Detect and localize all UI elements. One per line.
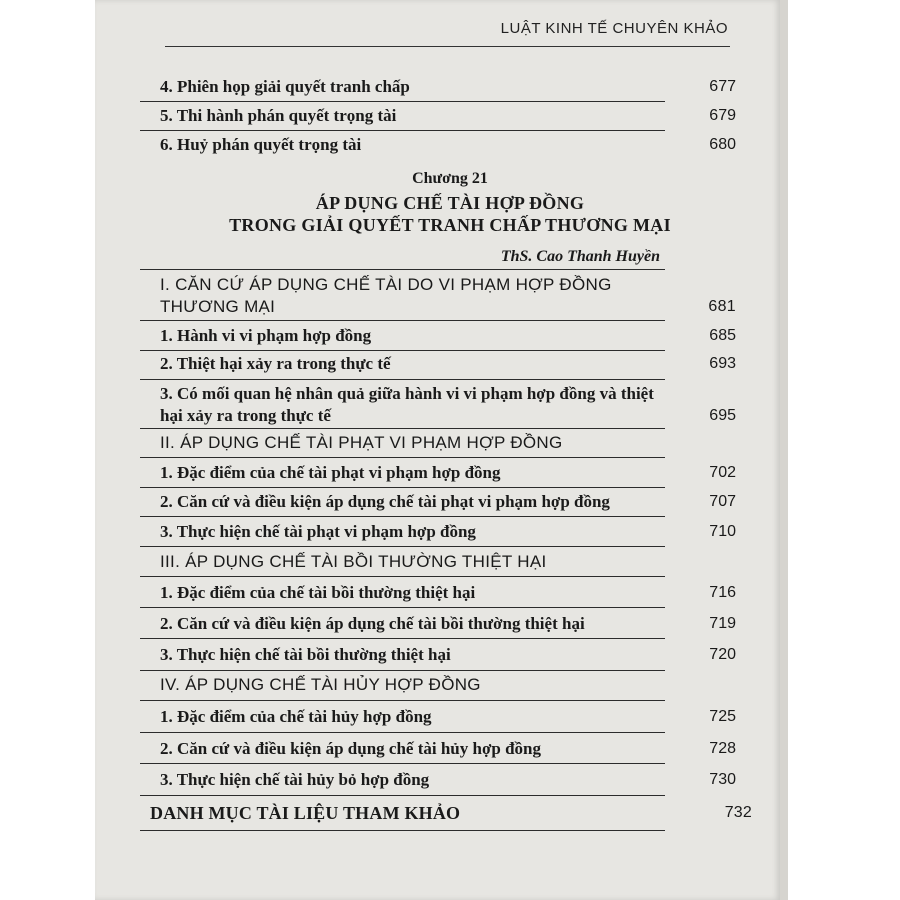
toc-entry-page: 693 (709, 355, 736, 372)
toc-entry-title: 3. Thực hiện chế tài bồi thường thiệt hại (160, 645, 451, 664)
toc-entry-title: 1. Đặc điểm của chế tài hủy hợp đồng (160, 707, 432, 726)
bibliography-title: DANH MỤC TÀI LIỆU THAM KHẢO (150, 803, 461, 823)
section-title: II. ÁP DỤNG CHẾ TÀI PHẠT VI PHẠM HỢP ĐỒNG (160, 433, 563, 452)
toc-entry (160, 613, 736, 635)
row-rule (140, 795, 665, 796)
toc-entry-page: 728 (709, 740, 736, 757)
row-rule (140, 269, 665, 270)
toc-entry-page: 716 (709, 584, 736, 601)
toc-entry (160, 582, 736, 604)
toc-entry-title: 6. Huỷ phán quyết trọng tài (160, 135, 362, 154)
chapter-title-line2: TRONG GIẢI QUYẾT TRANH CHẤP THƯƠNG MẠI (229, 215, 671, 235)
toc-entry-title: 3. Có mối quan hệ nhân quả giữa hành vi vi phạm hợp đồng và thiệt hại xảy ra trong thực tế (160, 384, 654, 425)
toc-entry-title: 2. Căn cứ và điều kiện áp dụng chế tài phạt vi phạm hợp đồng (160, 492, 610, 511)
row-rule (140, 732, 665, 733)
section-title: III. ÁP DỤNG CHẾ TÀI BỒI THƯỜNG THIỆT HẠI (160, 552, 547, 571)
toc-entry (160, 383, 736, 427)
toc-entry-title: 3. Thực hiện chế tài hủy bỏ hợp đồng (160, 770, 430, 789)
toc-entry-title: 2. Căn cứ và điều kiện áp dụng chế tài hủy hợp đồng (160, 739, 541, 758)
row-rule (140, 546, 665, 547)
toc-entry-page: 710 (709, 523, 736, 540)
toc-entry-page: 707 (709, 493, 736, 510)
toc-entry (160, 105, 736, 127)
toc-entry (160, 134, 736, 156)
row-rule (140, 516, 665, 517)
row-rule (140, 576, 665, 577)
row-rule (140, 700, 665, 701)
row-rule (140, 607, 665, 608)
bibliography-entry (150, 802, 752, 824)
row-rule (140, 130, 665, 131)
section-heading (160, 274, 736, 318)
section-title: I. CĂN CỨ ÁP DỤNG CHẾ TÀI DO VI PHẠM HỢP ĐỒNG THƯƠNG MẠI (160, 275, 612, 316)
toc-entry (160, 769, 736, 791)
row-rule (140, 350, 665, 351)
section-heading (160, 432, 736, 454)
toc-entry-page: 680 (709, 136, 736, 153)
toc-entry-page: 677 (709, 78, 736, 95)
row-rule (140, 763, 665, 764)
toc-entry-title: 1. Đặc điểm của chế tài phạt vi phạm hợp đồng (160, 463, 501, 482)
toc-entry-page: 702 (709, 464, 736, 481)
toc-entry-page: 685 (709, 327, 736, 344)
row-rule (140, 670, 665, 671)
toc-entry (160, 706, 736, 728)
section-heading (160, 674, 736, 696)
section-page: 681 (708, 298, 736, 315)
toc-entry-page: 725 (709, 708, 736, 725)
row-rule (140, 428, 665, 429)
toc-entry-title: 4. Phiên họp giải quyết tranh chấp (160, 77, 410, 96)
toc-entry-title: 2. Căn cứ và điều kiện áp dụng chế tài bồi thường thiệt hại (160, 614, 585, 633)
toc-entry (160, 521, 736, 543)
row-rule (140, 830, 665, 831)
toc-entry (160, 76, 736, 98)
toc-entry-page: 679 (709, 107, 736, 124)
running-header: LUẬT KINH TẾ CHUYÊN KHẢO (500, 20, 728, 37)
toc-entry (160, 491, 736, 513)
header-rule (165, 46, 730, 47)
toc-entry (160, 738, 736, 760)
toc-entry-title: 1. Hành vi vi phạm hợp đồng (160, 326, 372, 345)
toc-entry-title: 2. Thiệt hại xảy ra trong thực tế (160, 354, 391, 373)
page-edge (780, 0, 788, 900)
row-rule (140, 320, 665, 321)
row-rule (140, 487, 665, 488)
row-rule (140, 457, 665, 458)
chapter-title-line1: ÁP DỤNG CHẾ TÀI HỢP ĐỒNG (315, 193, 585, 213)
row-rule (140, 638, 665, 639)
toc-entry-page: 719 (709, 615, 736, 632)
chapter-label: Chương 21 (412, 170, 488, 187)
toc-entry (160, 462, 736, 484)
toc-entry-title: 3. Thực hiện chế tài phạt vi phạm hợp đồng (160, 522, 476, 541)
row-rule (140, 101, 665, 102)
row-rule (140, 379, 665, 380)
toc-entry (160, 325, 736, 347)
toc-entry-title: 5. Thi hành phán quyết trọng tài (160, 106, 397, 125)
bibliography-page: 732 (724, 804, 752, 821)
toc-entry-page: 730 (709, 771, 736, 788)
toc-entry-title: 1. Đặc điểm của chế tài bồi thường thiệt hại (160, 583, 476, 602)
toc-entry (160, 353, 736, 375)
toc-entry-page: 720 (709, 646, 736, 663)
section-heading (160, 551, 736, 573)
toc-entry-page: 695 (709, 407, 736, 424)
section-title: IV. ÁP DỤNG CHẾ TÀI HỦY HỢP ĐỒNG (160, 675, 481, 694)
toc-entry (160, 644, 736, 666)
chapter-author: ThS. Cao Thanh Huyền (500, 248, 660, 265)
